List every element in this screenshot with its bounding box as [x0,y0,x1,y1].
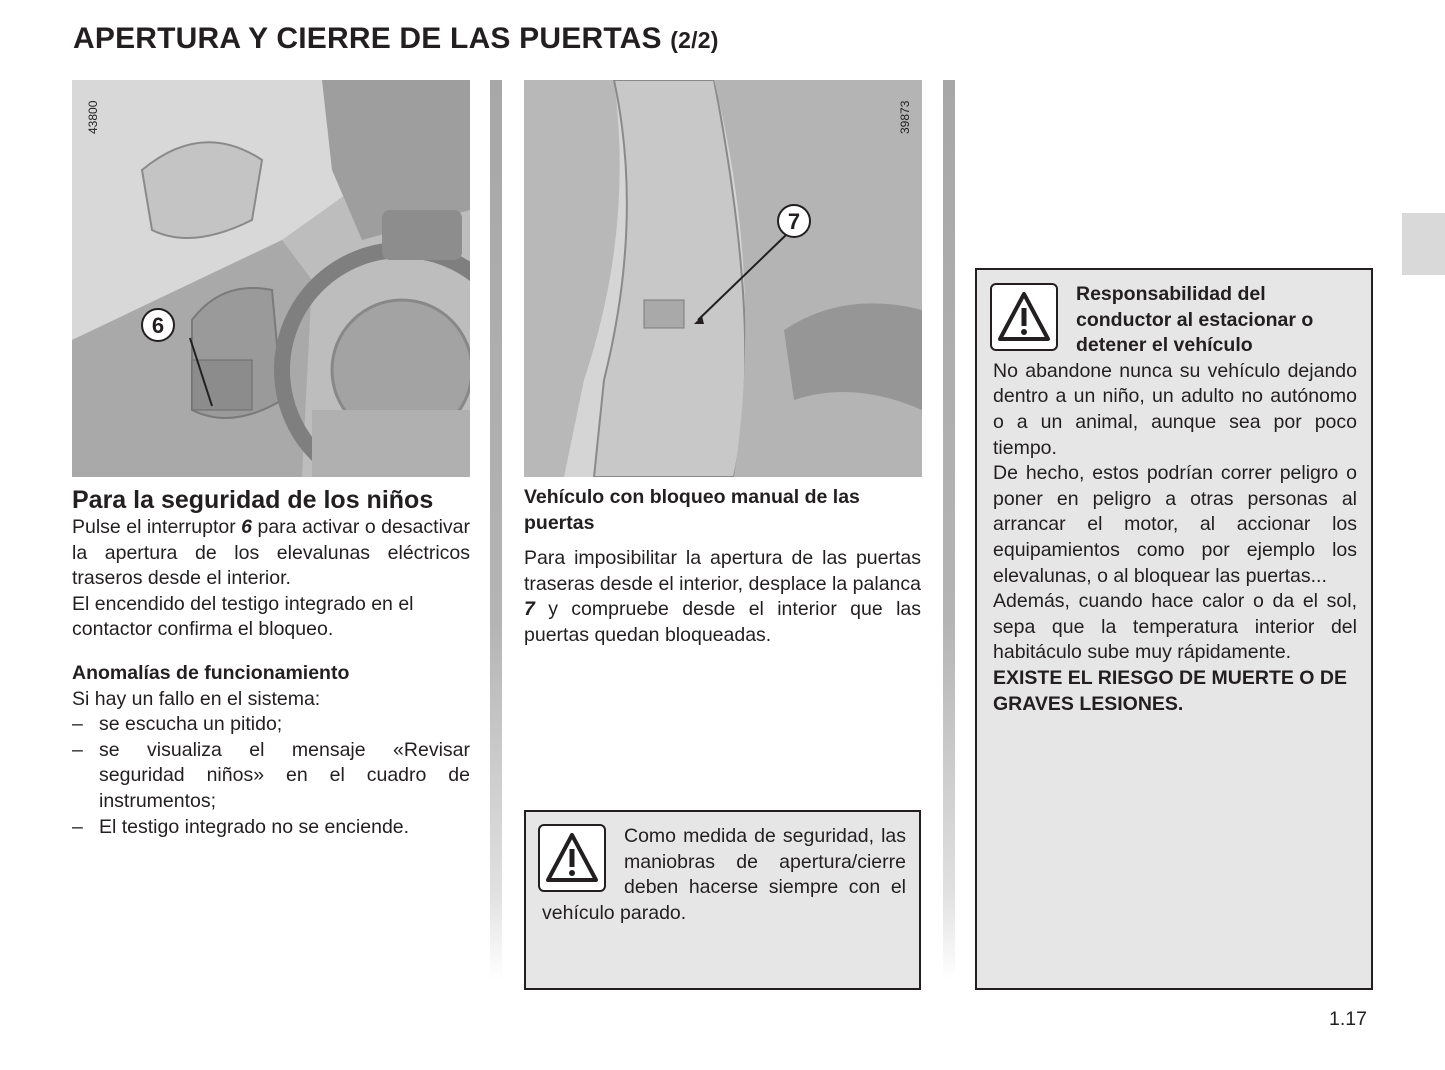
list-item: – se visualiza el mensaje «Revisar seguridad niños» en el cuadro de instrumentos; [72,738,470,812]
responsibility-content [993,282,1357,717]
column-divider-left [490,80,502,980]
section-heading: Para la seguridad de los niños [72,486,434,514]
warning-emphasis: EXISTE EL RIESGO DE MUERTE O DE GRAVES LESIONES. [993,666,1347,715]
warning-title: Responsabilidad del conductor al estacionar o detener el vehículo [1076,283,1314,357]
ref-number: 6 [241,516,253,538]
car-interior-illustration [72,80,470,477]
warning-paragraph-1: No abandone nunca su vehículo dejando dentro a un niño, un adulto no autónomo o a un animal, aunque sea por poco tiempo. [993,359,1357,459]
warning-paragraph-3: Además, cuando hace calor o da el sol, sepa que la temperatura interior del habitáculo sube muy rápidamente. [993,590,1357,664]
figure-code: 39873 [898,100,912,134]
warning-paragraph-2: De hecho, estos podrían correr peligro o poner en peligro a otras personas al arrancar el motor, al accionar los equipamientos como por ejemplo los elevalunas, o al bloquear las puertas... [993,462,1357,587]
door-lock-illustration [524,80,922,477]
figure-code: 43800 [86,100,100,134]
page-subtitle: (2/2) [670,27,719,53]
middle-column [524,484,921,648]
manual-lock-paragraph: Para imposibilitar la apertura de las puertas traseras desde el interior, desplace la palanca 7 y compruebe desde el interior que las puertas quedan bloqueadas. [524,547,921,646]
anomalies-intro: Si hay un fallo en el sistema: [72,687,321,710]
column-divider-right [943,80,955,980]
callout-6: 6 [151,313,165,338]
confirmation-paragraph: El encendido del testigo integrado en el contactor confirma el bloqueo. [72,592,414,641]
section-tab [1402,213,1445,275]
list-item: – se escucha un pitido; [72,713,283,736]
warning-text: Como medida de seguridad, las maniobras de apertura/cierre deben hacerse siempre con el vehículo parado. [542,825,906,924]
figure-manual-lock-lever [524,80,922,477]
child-safety-paragraph: Pulse el interruptor 6 para activar o desactivar la apertura de los elevalunas eléctricos traseros desde el interior. [72,516,470,590]
figure-child-safety-switch [72,80,470,477]
page-number: 1.17 [1329,1008,1367,1030]
left-column [72,485,470,840]
anomalies-heading: Anomalías de funcionamiento [72,661,350,684]
warning-box-stopped-vehicle [524,810,921,990]
list-item: – El testigo integrado no se enciende. [72,815,410,838]
manual-lock-heading: Vehículo con bloqueo manual de las puertas [524,486,860,534]
anomalies-list [72,712,470,840]
ref-number: 7 [524,598,535,621]
callout-7: 7 [787,209,801,234]
page-title: APERTURA Y CIERRE DE LAS PUERTAS (2/2) [73,22,719,55]
warning-box-driver-responsibility [975,268,1373,990]
